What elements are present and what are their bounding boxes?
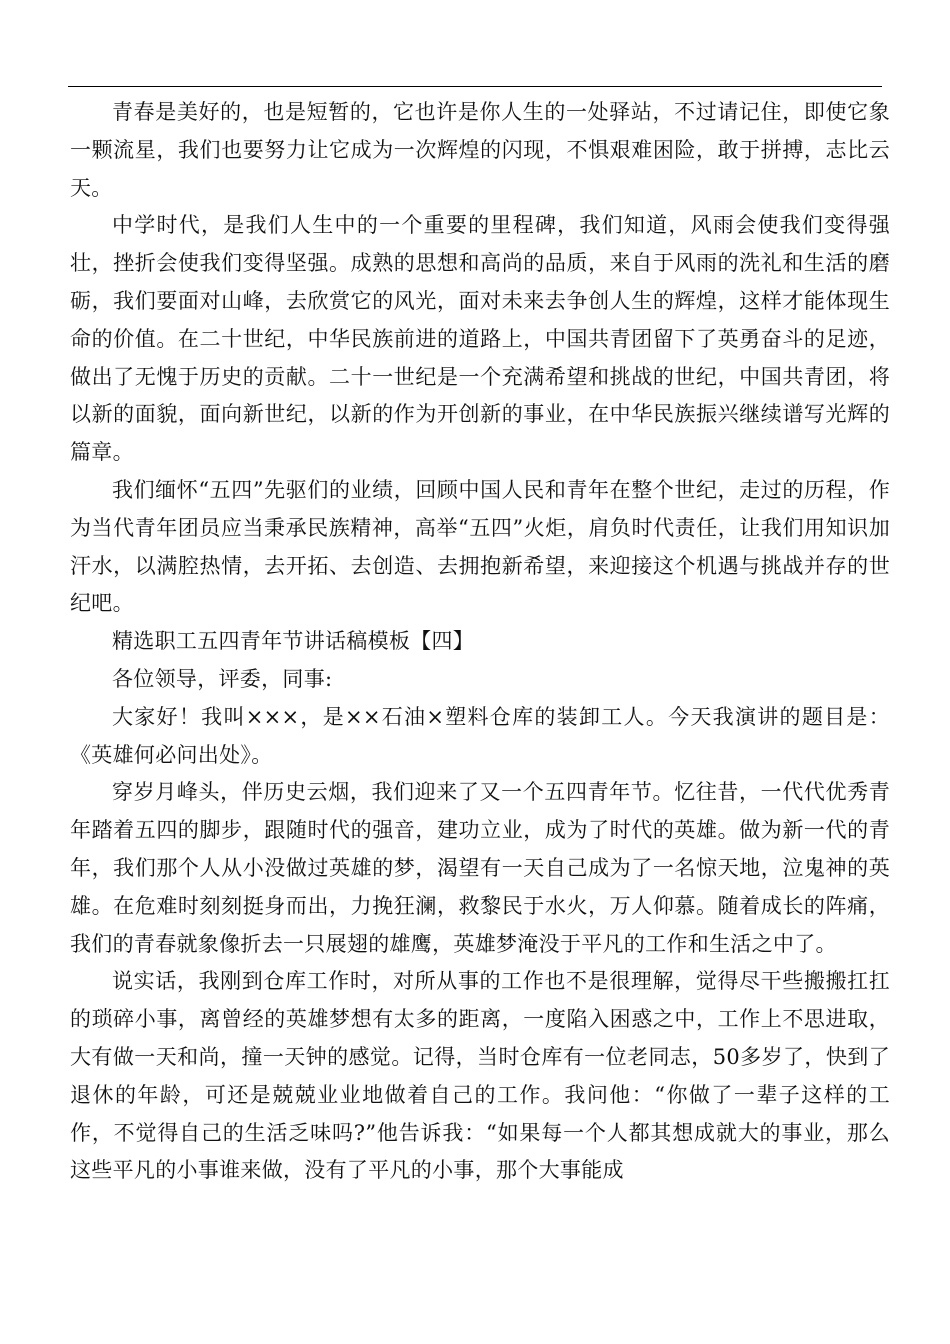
salutation: 各位领导，评委，同事: [112,666,333,691]
paragraph-warehouse-work: 说实话，我刚到仓库工作时，对所从事的工作也不是很理解，觉得尽干些搬搬扛扛的琐碎小事，离曾经的英雄梦想有太多的距离，一度陷入困惑之中，工作上不思进取，大有做一天和尚，撞一天钟的感觉。记得，当时仓库有一位老同志，50多岁了，快到了退休的年龄，可还是兢兢业业地做着自己的工作。我问他：“你做了一辈子这样的工作，不觉得自己的生活乏味吗?”他告诉我：“如果每一个人都其想成就大的事业，那么这些平凡的小事谁来做，没有了平凡的小事，那个大事能成 [70,969,890,1183]
paragraph-middle-school: 中学时代，是我们人生中的一个重要的里程碑，我们知道，风雨会使我们变得强壮，挫折会使我们变得坚强。成熟的思想和高尚的品质，来自于风雨的洗礼和生活的磨砺，我们要面对山峰，去欣赏它的风光，面对未来去争创人生的辉煌，这样才能体现生命的价值。在二十世纪，中华民族前进的道路上，中国共青团留下了英勇奋斗的足迹，做出了无愧于历史的贡献。二十一世纪是一个充满希望和挑战的世纪，中国共青团，将以新的面貌，面向新世纪，以新的作为开创新的事业，在中华民族振兴继续谱写光辉的篇章。 [70,213,890,465]
document-body [70,94,890,1190]
section-heading: 精选职工五四青年节讲话稿模板【四】 [112,629,475,654]
paragraph-introduction: 大家好！我叫×××，是××石油×塑料仓库的装卸工人。今天我演讲的题目是：《英雄何必问出处》。 [70,704,890,767]
header-rule [68,86,882,87]
paragraph-youth: 青春是美好的，也是短暂的，它也许是你人生的一处驿站，不过请记住，即使它象一颗流星，我们也要努力让它成为一次辉煌的闪现，不惧艰难困险，敢于拼搏，志比云天。 [70,100,890,200]
paragraph-hero-dream: 穿岁月峰头，伴历史云烟，我们迎来了又一个五四青年节。忆往昔，一代代优秀青年踏着五四的脚步，跟随时代的强音，建功立业，成为了时代的英雄。做为新一代的青年，我们那个人从小没做过英雄的梦，渴望有一天自己成为了一名惊天地，泣鬼神的英雄。在危难时刻刻挺身而出，力挽狂澜，救黎民于水火，万人仰慕。随着成长的阵痛，我们的青春就象像折去一只展翅的雄鹰，英雄梦淹没于平凡的工作和生活之中了。 [70,780,890,956]
paragraph-may-fourth: 我们缅怀“五四”先驱们的业绩，回顾中国人民和青年在整个世纪，走过的历程，作为当代青年团员应当秉承民族精神，高举“五四”火炬，肩负时代责任，让我们用知识加汗水，以满腔热情，去开拓、去创造、去拥抱新希望，来迎接这个机遇与挑战并存的世纪吧。 [70,477,890,616]
